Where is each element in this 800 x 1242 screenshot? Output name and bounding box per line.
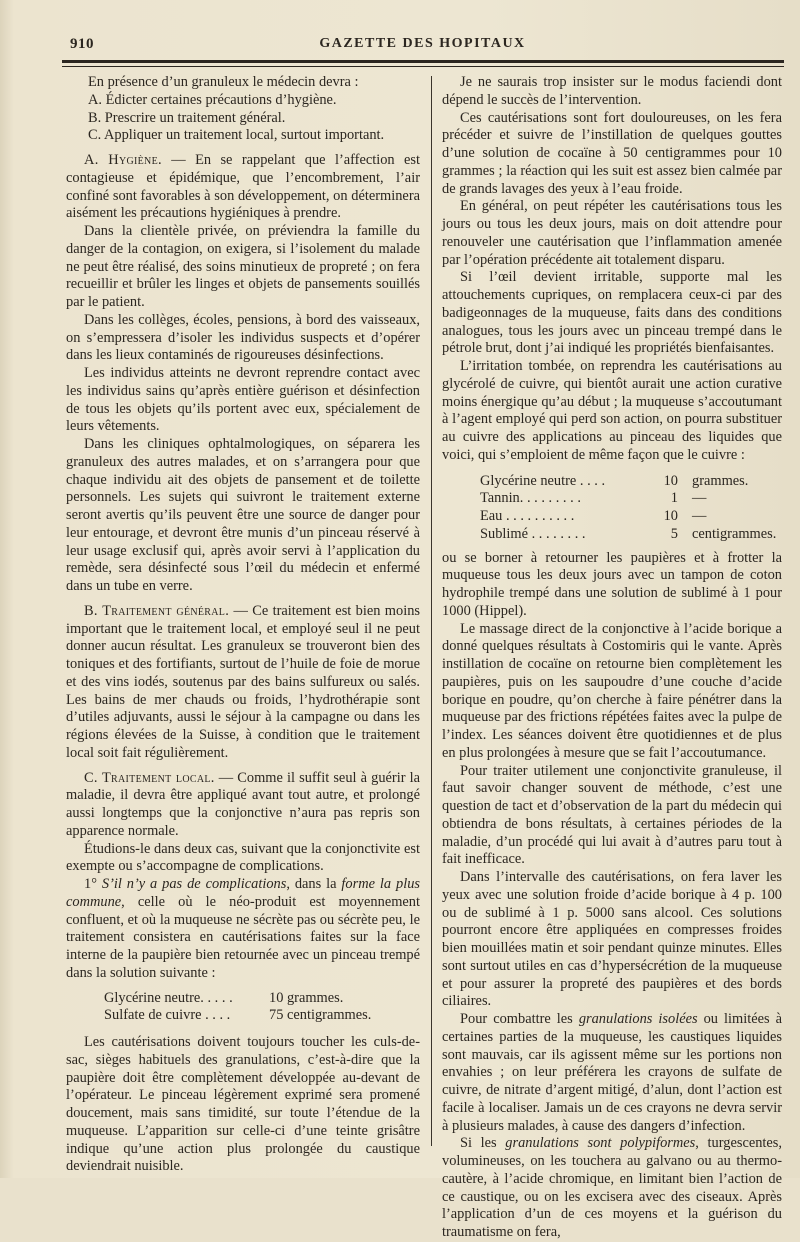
paragraph-hippel: ou se borner à retourner les paupières et à frotter la muqueuse tous les deux jours avec un tampon de coton hydrophile trempé dans une solution de sublimé à 1 pour 1000 (Hippel). [442, 549, 782, 619]
formula-row [480, 473, 776, 491]
paragraph-etudions: Étudions-le dans deux cas, suivant que la conjonctivite est exempte ou s’accompagne de complications. [66, 840, 420, 875]
ingredient-name: Eau . . . . . . . . . . [480, 508, 575, 524]
formula-row [104, 1007, 371, 1025]
paragraph-cliniques: Dans les cliniques ophtalmologiques, on séparera les granuleux des autres malades, et on s’arrangera pour que chaque individu ait des objets de pansement et de toilette personnels. Les sujets qui suivront le traitement externe seront avertis qu’ils peuvent être une source de danger pour leur entourage, et devront être munis d’un pinceau réservé à leur usage exclusif qui, après avoir servi à l’application du remède, sera désinfecté sous l’œil du médecin et enfermé dans un tube en verre. [66, 436, 420, 594]
general-paragraph [66, 603, 420, 763]
paragraph-clientele: Dans la clientèle privée, on préviendra la famille du danger de la contagion, on exigera, si l’isolement du malade ne peut être réalisé, des soins minutieux de propreté ; on fera recueillir et brûler les linges et objets de pansements souillés par le patient. [66, 223, 420, 310]
local-paragraph [66, 770, 420, 841]
general-text: — Ce traitement est bien moins important que le traitement local, et employé seul il ne peut donner aucun résultat. Les granuleux se trouveront bien des toniques et des fortifiants, surtout de l’huile de foie de morue et des vins iodés, soutenus par des bains sulfureux ou salés. Les bains de mer chauds ou froids, l’hydrothérapie sont d’utiles adjuvants, aussi le séjour à la campagne ou dans les régions élevées de la Suisse, à condition que le traitement local soit fait régulièrement. [66, 602, 420, 761]
list-item-a: A. Édicter certaines précautions d’hygiène. [88, 91, 337, 108]
header-rule-thick [62, 60, 784, 63]
formula-row [104, 990, 371, 1008]
right-column [442, 74, 782, 1242]
hygiene-heading: A. Hygiène. [84, 152, 162, 168]
paragraph-colleges: Dans les collèges, écoles, pensions, à bord des vaisseaux, on s’empressera d’isoler les individus suspects et d’opérer dans les lieux contaminés de rigoureuses désinfections. [66, 311, 420, 364]
paragraph-irritation-tombee: L’irritation tombée, on reprendra les cautérisations au glycérolé de cuivre, qui bientôt aurait une action curative moins énergique qu’au début ; la muqueuse s’accoutumant à l’agent employé qui perd son action, on pourra substituer au cuivre des applications au pinceau des liquides que voici, qui s’emploient de même façon que le cuivre : [442, 358, 782, 463]
hygiene-paragraph [66, 152, 420, 223]
ingredient-name: Glycérine neutre. . . . . [104, 989, 233, 1006]
running-title: GAZETTE DES HOPITAUX [319, 36, 526, 51]
formula-table-right [480, 473, 776, 544]
ingredient-quantity: 10 [663, 508, 678, 524]
hygiene-text: — En se rappelant que l’affection est contagieuse et épidémique, que l’encombrement, l’air confiné sont favorables à son développement, on déterminera aisément les précautions hygiéniques à prendre. [66, 152, 420, 222]
header-rule-thin [62, 66, 784, 67]
intro-paragraph: En présence d’un granuleux le médecin devra : [88, 74, 359, 90]
ingredient-unit: centigrammes. [692, 525, 777, 542]
ingredient-quantity: 10 [663, 472, 678, 489]
formula-row [480, 526, 776, 544]
ingredient-quantity: 1 [670, 490, 678, 507]
formula-row [480, 508, 776, 526]
ingredient-amount: 10 grammes. [269, 989, 344, 1006]
ingredient-unit: — [692, 508, 707, 524]
formula-row [480, 490, 776, 508]
paragraph-cauterisations: Les cautérisations doivent toujours toucher les culs-de-sac, sièges habituels des granulations, c’est-à-dire que la paupière doit être complètement développée au-devant de l’opérateur. Le pinceau légèrement exprimé sera promené doucement, mais sans timidité, sur toute l’étendue de la muqueuse. L’apparition sur celle-ci d’une teinte grisâtre indique qu’une action plus prolongée du caustique deviendrait nuisible. [66, 1034, 420, 1175]
paragraph-douloureuses: Ces cautérisations sont fort douloureuses, on les fera précéder et suivre de l’instillation de quelques gouttes d’une solution de cocaïne à 50 centigrammes pour 10 grammes ; la réaction qui les suit est assez bien calmée par de grands lavages des yeux à l’eau froide. [442, 109, 782, 197]
paragraph-irritable: Si l’œil devient irritable, supporte mal les attouchements cupriques, on remplacera ceux-ci par des badigeonnages de la muqueuse, faits dans des conditions analogues, tous les jours avec un pinceau trempé dans le pétrole brut, dont j’ai indiqué les propriétés bienfaisantes. [442, 269, 782, 357]
paragraph-repeter: En général, on peut répéter les cautérisations tous les jours ou tous les deux jours, mais on doit attendre pour renouveler une cautérisation que l’inflammation amenée par l’opération précédente ait totalement disparu. [442, 198, 782, 268]
paragraph-methode: Pour traiter utilement une conjonctivite granuleuse, il faut savoir changer souvent de méthode, c’est une question de tact et d’observation de la part du médecin qui obtiendra de bons résultats, à certaines périodes de la maladie, d’un procédé qui lui avait à d’autres paru tout à fait inefficace. [442, 762, 782, 868]
ingredient-quantity: 5 [670, 525, 678, 542]
general-heading: B. Traitement général. [84, 602, 230, 619]
ingredient-name: Glycérine neutre . . . . [480, 472, 606, 489]
left-column [66, 74, 420, 1176]
paragraph-intervalle: Dans l’intervalle des cautérisations, on fera laver les yeux avec une solution froide d’acide borique à 4 p. 100 ou de sublimé à 1 p. 5000 sans alcool. Ces solutions pourront encore être appliquées en compresses froides bien mouillées matin et soir pendant quinze minutes. Elles sont surtout utiles en cas d’hypersécrétion de la muqueuse et pour assurer la propreté des paupières et des bords ciliaires. [442, 869, 782, 1010]
column-divider [431, 76, 432, 1146]
formula-table-left [104, 990, 371, 1026]
page-header [60, 36, 785, 60]
local-text: — Comme il suffit seul à guérir la maladie, il devra être appliqué avant tout autre, et prolongé aussi longtemps que la conjonctive n’aura pas repris son apparence normale. [66, 769, 421, 839]
paragraph-atteints: Les individus atteints ne devront reprendre contact avec les individus sains qu’après entière guérison et désinfection de tous les objets qu’ils portent avec eux, spécialement de leurs vêtements. [66, 365, 420, 435]
ingredient-name: Tannin. . . . . . . . . [480, 490, 581, 507]
paragraph-massage: Le massage direct de la conjonctive à l’acide borique a donné quelques résultats à Costomiris qui le vante. Après instillation de cocaïne on retourne bien complètement les paupières, puis on les saupoudre d’une couche d’acide borique en poudre, qu’on cherche à faire pénétrer dans la muqueuse par des frictions répétées faites avec la pulpe de l’index. Les séances doivent être quotidiennes et de plus en plus prolongées à mesure que se fait l’accoutumance. [442, 620, 782, 761]
page-number: 910 [70, 36, 94, 52]
list-item-c: C. Appliquer un traitement local, surtout important. [88, 127, 385, 144]
local-heading: C. Traitement local. [84, 769, 215, 786]
list-item-b: B. Prescrire un traitement général. [88, 109, 286, 126]
ingredient-amount: 75 centigrammes. [269, 1007, 372, 1024]
paragraph-granulations-isolees: Pour combattre les granulations isolées ou limitées à certaines parties de la muqueuse, les caustiques liquides sont mauvais, car ils agissent même sur les portions non envahies ; on leur préférera les crayons de sulfate de cuivre, de nitrate d’argent mitigé, d’alun, dont l’action est facile à localiser. Jamais un de ces crayons ne devra servir à plusieurs malades, à cause des dangers d’infection. [442, 1011, 783, 1134]
paragraph-case-1: 1° S’il n’y a pas de complications, dans la forme la plus commune, celle où le néo-produit est moyennement confluent, et où la muqueuse ne sécrète pas ou sécrète peu, le traitement consistera en cautérisations faites sur la face interne de la paupière bien retournée avec un pinceau trempé dans la solution suivante : [66, 876, 421, 981]
ingredient-name: Sulfate de cuivre . . . . [104, 1007, 231, 1024]
ingredient-unit: grammes. [692, 472, 749, 489]
paragraph-modus-faciendi: Je ne saurais trop insister sur le modus faciendi dont dépend le succès de l’intervention. [442, 74, 782, 108]
paragraph-polypiformes: Si les granulations sont polypiformes, turgescentes, volumineuses, on les touchera au galvano ou au thermo-cautère, à l’acide chromique, en limitant bien l’action de ce caustique, ou on les excisera avec des ciseaux. Après l’application d’un de ces moyens et la guérison du traumatisme on fera, [442, 1135, 783, 1240]
ingredient-unit: — [692, 490, 707, 507]
ingredient-name: Sublimé . . . . . . . . [480, 525, 586, 542]
